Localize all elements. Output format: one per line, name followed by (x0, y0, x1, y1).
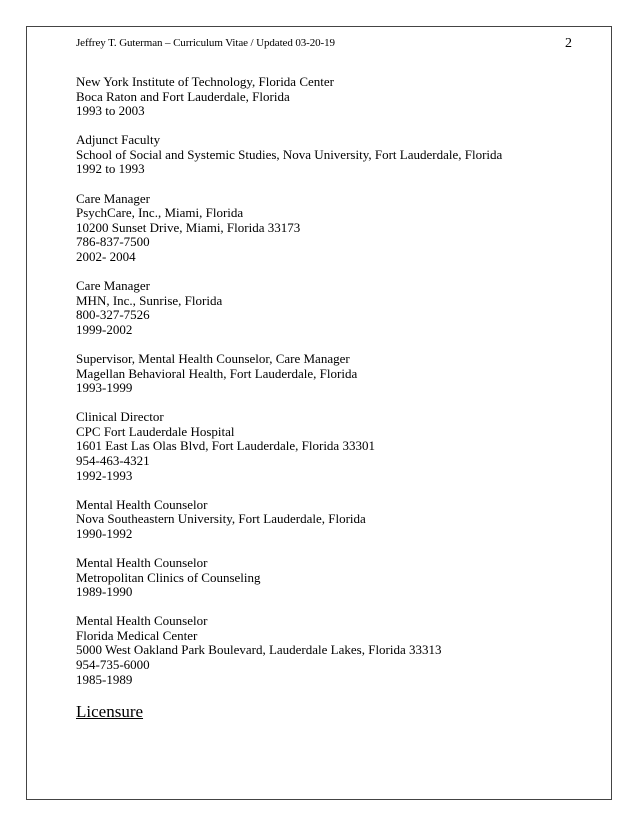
entry-line: Mental Health Counselor (76, 613, 208, 629)
entry-line: 5000 West Oakland Park Boulevard, Lauderdale Lakes, Florida 33313 (76, 642, 442, 658)
page-header (76, 37, 572, 55)
employment-entry (76, 133, 576, 177)
entry-line: 10200 Sunset Drive, Miami, Florida 33173 (76, 219, 301, 235)
entry-line: Clinical Director (76, 409, 164, 425)
entry-line: 1992-1993 (76, 467, 133, 483)
entry-line: Mental Health Counselor (76, 554, 208, 570)
entry-line: Metropolitan Clinics of Counseling (76, 569, 261, 585)
entry-line: 786-837-7500 (76, 234, 150, 250)
entry-line: 954-463-4321 (76, 452, 150, 468)
entry-line: Care Manager (76, 190, 150, 206)
cv-content (76, 75, 576, 722)
employment-entry (76, 279, 576, 337)
page-number: 2 (565, 36, 572, 51)
entry-line: Mental Health Counselor (76, 496, 208, 512)
entry-line: MHN, Inc., Sunrise, Florida (76, 292, 223, 308)
licensure-heading: Licensure (76, 701, 144, 721)
entry-line: Adjunct Faculty (76, 132, 161, 148)
entry-line: 1601 East Las Olas Blvd, Fort Lauderdale, Florida 33301 (76, 438, 375, 454)
employment-entry (76, 352, 576, 396)
employment-entry (76, 614, 576, 687)
entry-line: CPC Fort Lauderdale Hospital (76, 423, 235, 439)
entry-line: School of Social and Systemic Studies, Nova University, Fort Lauderdale, Florida (76, 146, 503, 162)
entry-line: Magellan Behavioral Health, Fort Lauderdale, Florida (76, 365, 358, 381)
header-text: Jeffrey T. Guterman – Curriculum Vitae / Updated 03-20-19 (76, 37, 335, 49)
entry-line: 800-327-7526 (76, 307, 150, 323)
entry-line: New York Institute of Technology, Florida Center (76, 74, 334, 89)
employment-entry (76, 498, 576, 542)
entry-line: 2002- 2004 (76, 248, 136, 264)
employment-entry (76, 410, 576, 483)
entry-line: Care Manager (76, 278, 150, 294)
entry-line: 954-735-6000 (76, 657, 150, 672)
entry-line: Florida Medical Center (76, 627, 198, 643)
entry-line: 1992 to 1993 (76, 161, 145, 177)
entry-line: PsychCare, Inc., Miami, Florida (76, 205, 244, 221)
entry-line: 1993-1999 (76, 380, 133, 396)
entry-line: 1999-2002 (76, 321, 133, 337)
entry-line: Supervisor, Mental Health Counselor, Care Manager (76, 350, 350, 366)
employment-entry (76, 75, 576, 119)
entry-line: 1990-1992 (76, 525, 133, 541)
entry-line: 1993 to 2003 (76, 103, 145, 119)
employment-entry (76, 556, 576, 600)
entry-line: 1985-1989 (76, 671, 133, 687)
entry-line: 1989-1990 (76, 584, 133, 600)
entry-line: Boca Raton and Fort Lauderdale, Florida (76, 88, 290, 104)
entry-line: Nova Southeastern University, Fort Lauderdale, Florida (76, 511, 366, 527)
employment-entry (76, 192, 576, 265)
